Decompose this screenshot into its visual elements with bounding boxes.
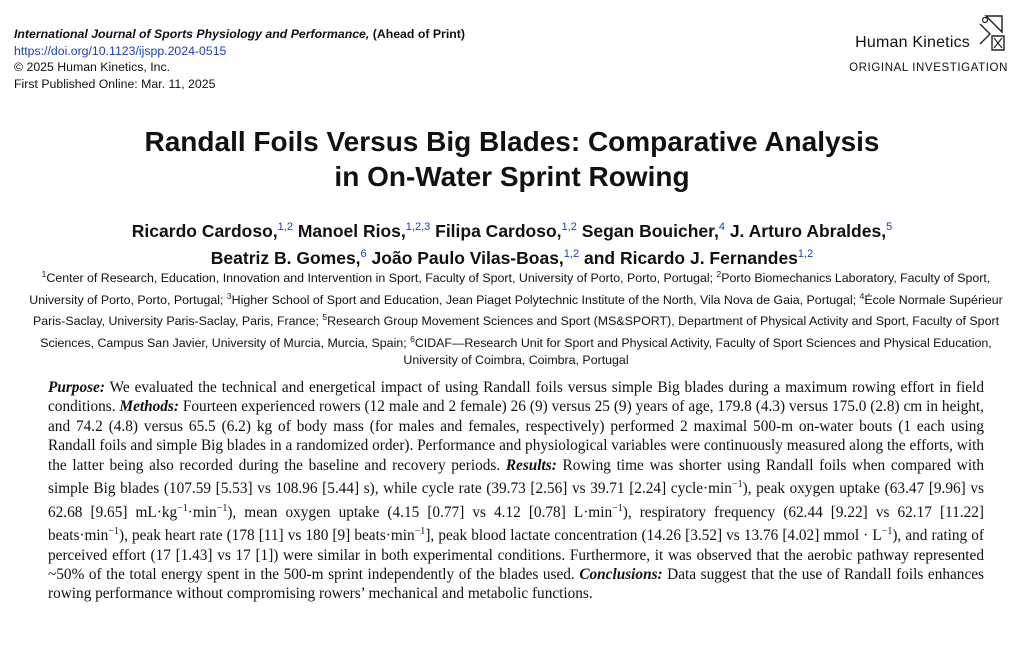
author[interactable]: J. Arturo Abraldes,$^5$ — [729, 220, 893, 241]
author[interactable]: Manoel Rios,$^{1,2,3}$ — [297, 220, 431, 241]
affiliation: $^1$Center of Research, Education, Innovation and Intervention in Sport, Faculty of Sport, University of Porto, Porto, Portugal; — [41, 269, 717, 286]
affiliation: $^5$Research Group Movement Sciences and Sport (MS&SPORT), Department of Physical Activity and Sport, Faculty of Sport Sciences, Campus San Javier, University of Murcia, Murcia, Spain; — [40, 312, 1000, 350]
methods-text: Fourteen experienced rowers (12 male and 2 female) 26 (9) versus 25 (9) years of age, 179.8 (4.3) versus 175.0 (2.8) cm in height, and 74.2 (4.8) versus 65.5 (6.2) kg of body mass (for males and females, respectively) performed 2 maximal 500-m on-water bouts (1 each using Randall foils and simple Big blades in a randomized order). Performance and physiological variables were continuously measured along the efforts, with the latter being also recorded during the baseline and recovery periods. — [48, 398, 984, 474]
copyright: © 2025 Human Kinetics, Inc. — [14, 60, 171, 75]
author[interactable]: Beatriz B. Gomes,$^6$ — [210, 247, 367, 268]
affiliation: $^6$CIDAF—Research Unit for Sport and Physical Activity, Faculty of Sport Sciences and Physical Education, University of Coimbra, Coimbra, Portugal — [403, 333, 992, 368]
article-title: Randall Foils Versus Big Blades: Comparative Analysis in On-Water Sprint Rowing — [144, 126, 880, 192]
author[interactable]: Segan Bouicher,$^4$ — [581, 220, 725, 241]
purpose-label: Purpose: — [48, 379, 105, 396]
abstract — [48, 378, 984, 604]
author[interactable]: João Paulo Vilas-Boas,$^{1,2}$ — [371, 247, 580, 268]
affiliation: $^2$Porto Biomechanics Laboratory, Faculty of Sport, University of Porto, Porto, Portugal; — [29, 269, 991, 307]
author[interactable]: Filipa Cardoso,$^{1,2}$ — [435, 220, 577, 241]
affiliation: $^3$Higher School of Sport and Education, Jean Piaget Polytechnic Institute of the North, Vila Nova de Gaia, Portugal; — [226, 290, 860, 307]
author[interactable]: Ricardo Cardoso,$^{1,2}$ — [131, 220, 293, 241]
results-text: Rowing time was shorter using Randall foils when compared with simple Big blades (107.59 [5.53] vs 108.96 [5.44] s), while cycle rate (39.73 [2.56] vs 39.71 [2.24] $cycle\cdot\min^{-1}$), peak oxygen uptake (63.47 [9.96] vs 62.68 [9.65] $mL\cdot kg^{-1}\cdot\min^{-1}$), mean oxygen uptake (4.15 [0.77] vs 4.12 [0.78] $L\cdot\min^{-1}$), respiratory frequency (62.44 [9.22] vs 62.17 [11.22] $beats\cdot\min^{-1}$), peak heart rate (178 [11] vs 180 [9] $beats\cdot\min^{-1}$], peak blood lactate concentration (14.26 [3.52] vs 13.76 [4.02] mmol · $L^{-1}$), and rating of perceived effort (17 [1.43] vs 17 [1]) were similar in both experimental conditions. Furthermore, it was observed that the aerobic pathway represented ~50% of the total energy spent in the 500-m sprint independently of the blades used. — [48, 456, 985, 583]
publisher-block — [849, 14, 1008, 74]
affiliations — [20, 266, 1012, 370]
conclusions-label: Conclusions: — [579, 565, 663, 583]
affiliation: $^4$École Normale Supérieur Paris-Saclay, University Paris-Saclay, Paris, France; — [32, 290, 1003, 329]
conclusions-text: Data suggest that the use of Randall foils enhances rowing performance without compromising rowers’ mechanical and metabolic functions. — [48, 565, 984, 603]
article-type: ORIGINAL INVESTIGATION — [849, 62, 1008, 74]
journal-name: International Journal of Sports Physiology and Performance, (Ahead of Print) — [14, 27, 465, 41]
author[interactable]: and Ricardo J. Fernandes$^{1,2}$ — [583, 247, 814, 268]
publication-date: First Published Online: Mar. 11, 2025 — [14, 76, 216, 91]
purpose-text: We evaluated the technical and energetical impact of using Randall foils versus simple Big blades during a maximum rowing effort in field conditions. — [48, 379, 984, 416]
author-list — [40, 216, 984, 270]
methods-label: Methods: — [119, 398, 179, 416]
results-label: Results: — [505, 456, 557, 474]
journal-header — [14, 26, 465, 92]
publisher-name: Human Kinetics — [855, 34, 970, 51]
human-kinetics-logo-icon — [976, 14, 1008, 54]
publisher-brand — [849, 14, 1008, 54]
doi-link[interactable]: https://doi.org/10.1123/ijspp.2024-0515 — [14, 43, 227, 58]
